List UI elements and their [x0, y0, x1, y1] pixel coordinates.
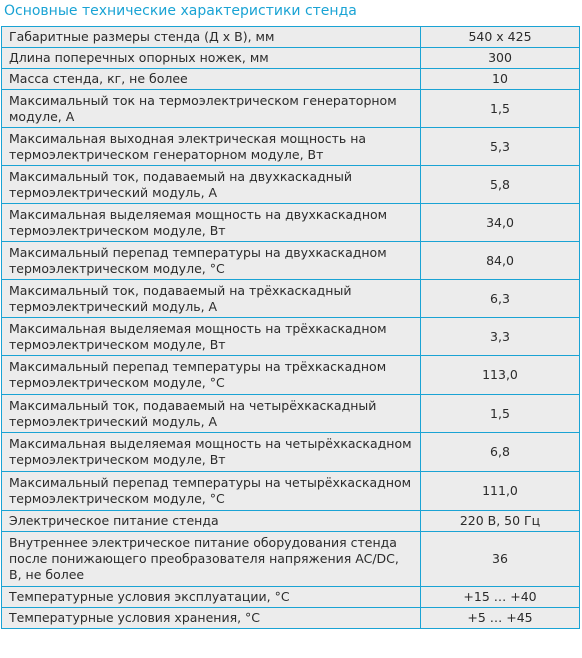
table-row — [2, 587, 580, 608]
value-cell: 1,5 — [421, 90, 580, 128]
table-row — [2, 395, 580, 433]
value-cell: 34,0 — [421, 204, 580, 242]
value-cell: 36 — [421, 532, 580, 587]
param-cell: Максимальная выделяемая мощность на двухкаскадном термоэлектрическом модуле, Вт — [2, 204, 421, 242]
value-cell: +5 … +45 — [421, 608, 580, 629]
table-row — [2, 27, 580, 48]
param-cell: Максимальный ток, подаваемый на трёхкаскадный термоэлектрический модуль, А — [2, 280, 421, 318]
table-row — [2, 48, 580, 69]
value-cell: 540 х 425 — [421, 27, 580, 48]
param-cell: Электрическое питание стенда — [2, 511, 421, 532]
param-cell: Максимальный перепад температуры на четырёхкаскадном термоэлектрическом модуле, °С — [2, 472, 421, 511]
value-cell: +15 … +40 — [421, 587, 580, 608]
param-cell: Максимальный перепад температуры на двухкаскадном термоэлектрическом модуле, °С — [2, 242, 421, 280]
table-row — [2, 608, 580, 629]
value-cell: 6,3 — [421, 280, 580, 318]
param-cell: Габаритные размеры стенда (Д х В), мм — [2, 27, 421, 48]
table-row — [2, 356, 580, 395]
value-cell: 84,0 — [421, 242, 580, 280]
table-row — [2, 280, 580, 318]
param-cell: Температурные условия хранения, °С — [2, 608, 421, 629]
value-cell: 5,3 — [421, 128, 580, 166]
param-cell: Температурные условия эксплуатации, °С — [2, 587, 421, 608]
value-cell: 113,0 — [421, 356, 580, 395]
table-row — [2, 69, 580, 90]
value-cell: 220 В, 50 Гц — [421, 511, 580, 532]
table-row — [2, 472, 580, 511]
param-cell: Максимальная выходная электрическая мощность на термоэлектрическом генераторном модуле, Вт — [2, 128, 421, 166]
table-row — [2, 511, 580, 532]
page-title: Основные технические характеристики стенда — [4, 3, 357, 19]
param-cell: Максимальный ток на термоэлектрическом генераторном модуле, А — [2, 90, 421, 128]
value-cell: 3,3 — [421, 318, 580, 356]
table-row — [2, 204, 580, 242]
table-row — [2, 433, 580, 472]
value-cell: 10 — [421, 69, 580, 90]
param-cell: Внутреннее электрическое питание оборудования стенда после понижающего преобразователя напряжения AC/DC, В, не более — [2, 532, 421, 587]
table-row — [2, 166, 580, 204]
param-cell: Максимальный ток, подаваемый на двухкаскадный термоэлектрический модуль, А — [2, 166, 421, 204]
table-row — [2, 90, 580, 128]
param-cell: Масса стенда, кг, не более — [2, 69, 421, 90]
table-row — [2, 318, 580, 356]
value-cell: 300 — [421, 48, 580, 69]
value-cell: 111,0 — [421, 472, 580, 511]
table-row — [2, 242, 580, 280]
value-cell: 1,5 — [421, 395, 580, 433]
param-cell: Максимальный перепад температуры на трёхкаскадном термоэлектрическом модуле, °С — [2, 356, 421, 395]
table-row — [2, 128, 580, 166]
table-row — [2, 532, 580, 587]
param-cell: Максимальный ток, подаваемый на четырёхкаскадный термоэлектрический модуль, А — [2, 395, 421, 433]
spec-table — [1, 26, 580, 629]
value-cell: 5,8 — [421, 166, 580, 204]
param-cell: Максимальная выделяемая мощность на трёхкаскадном термоэлектрическом модуле, Вт — [2, 318, 421, 356]
param-cell: Длина поперечных опорных ножек, мм — [2, 48, 421, 69]
param-cell: Максимальная выделяемая мощность на четырёхкаскадном термоэлектрическом модуле, Вт — [2, 433, 421, 472]
value-cell: 6,8 — [421, 433, 580, 472]
